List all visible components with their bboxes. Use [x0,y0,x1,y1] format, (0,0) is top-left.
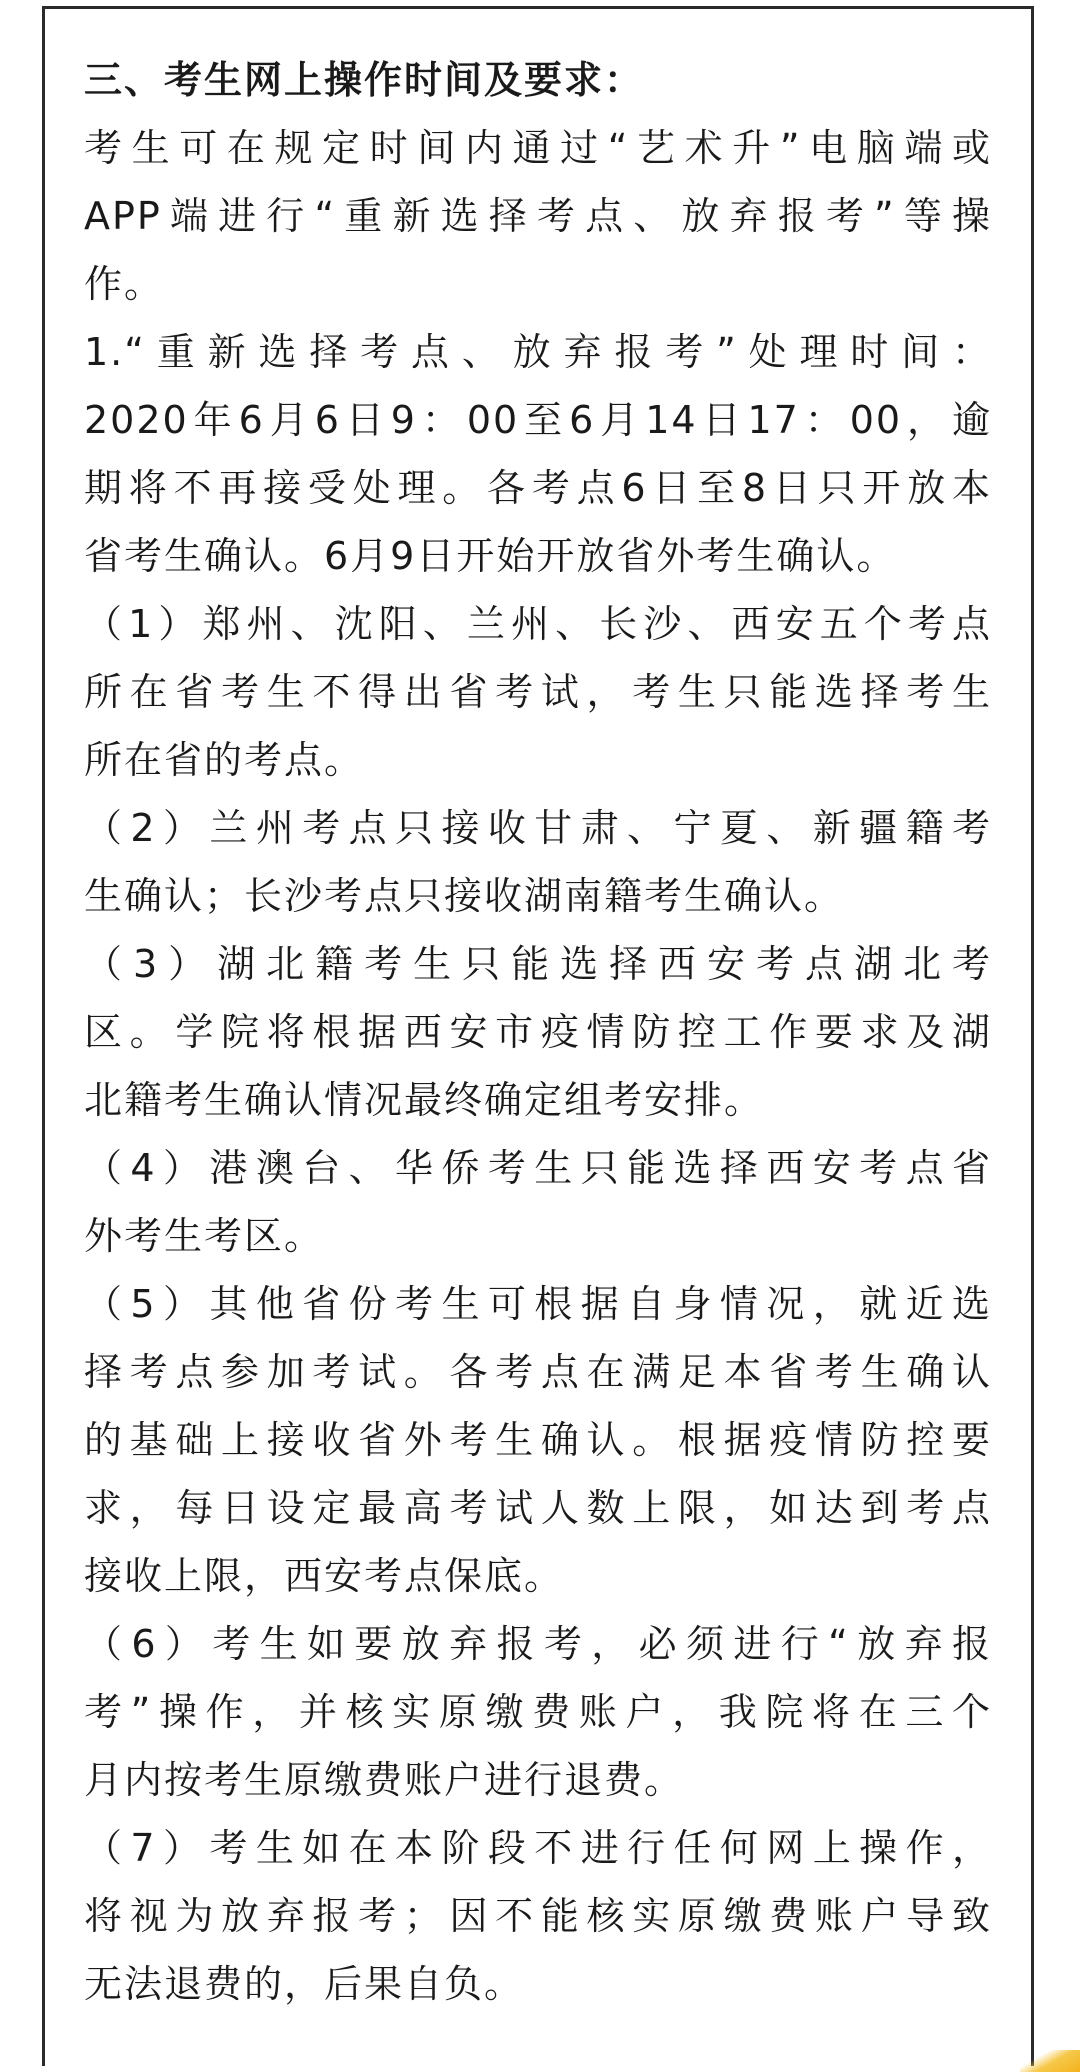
body-text-line: 区。学院将根据西安市疫情防控工作要求及湖 [84,1010,992,1054]
body-text-line: 择考点参加考试。各考点在满足本省考生确认 [84,1350,992,1394]
body-text-line: 月内按考生原缴费账户进行退费。 [84,1758,685,1802]
body-text-line: （3）湖北籍考生只能选择西安考点湖北考 [84,942,992,986]
body-text-line: 外考生考区。 [84,1214,325,1258]
body-text-line: 将视为放弃报考；因不能核实原缴费账户导致 [84,1894,992,1938]
body-text-line: 接收上限，西安考点保底。 [84,1554,565,1598]
body-text-line: 所在省的考点。 [84,738,365,782]
body-text-line: 求，每日设定最高考试人数上限，如达到考点 [84,1486,992,1530]
body-text-line: （7）考生如在本阶段不进行任何网上操作， [84,1826,992,1870]
body-text-line: 无法退费的，后果自负。 [84,1962,525,2006]
notice-body [84,46,992,2018]
body-text-line: APP端进行“重新选择考点、放弃报考”等操 [84,194,992,238]
body-text-line: 所在省考生不得出省考试，考生只能选择考生 [84,670,992,714]
body-text-line: 的基础上接收省外考生确认。根据疫情防控要 [84,1418,992,1462]
body-text-line: 北籍考生确认情况最终确定组考安排。 [84,1078,765,1122]
corner-sticker-decoration [1020,2050,1080,2072]
body-text-line: （2）兰州考点只接收甘肃、宁夏、新疆籍考 [84,806,992,850]
body-text-line: 期将不再接受处理。各考点6日至8日只开放本 [84,466,992,510]
body-text-line: 1.“重新选择考点、放弃报考”处理时间： [84,330,992,374]
body-text-line: 省考生确认。6月9日开始开放省外考生确认。 [84,534,897,578]
body-text-line: （1）郑州、沈阳、兰州、长沙、西安五个考点 [84,602,992,646]
body-text-line: 考生可在规定时间内通过“艺术升”电脑端或 [84,126,992,170]
body-text-line: 考”操作，并核实原缴费账户，我院将在三个 [84,1690,992,1734]
body-text-line: （6）考生如要放弃报考，必须进行“放弃报 [84,1622,992,1666]
body-text-line: （4）港澳台、华侨考生只能选择西安考点省 [84,1146,992,1190]
body-text-line: （5）其他省份考生可根据自身情况，就近选 [84,1282,992,1326]
body-text-line: 生确认；长沙考点只接收湖南籍考生确认。 [84,874,845,918]
section-heading: 三、考生网上操作时间及要求： [84,58,645,102]
body-text-line: 2020年6月6日9：00至6月14日17：00，逾 [84,398,992,442]
body-text-line: 作。 [84,262,165,306]
